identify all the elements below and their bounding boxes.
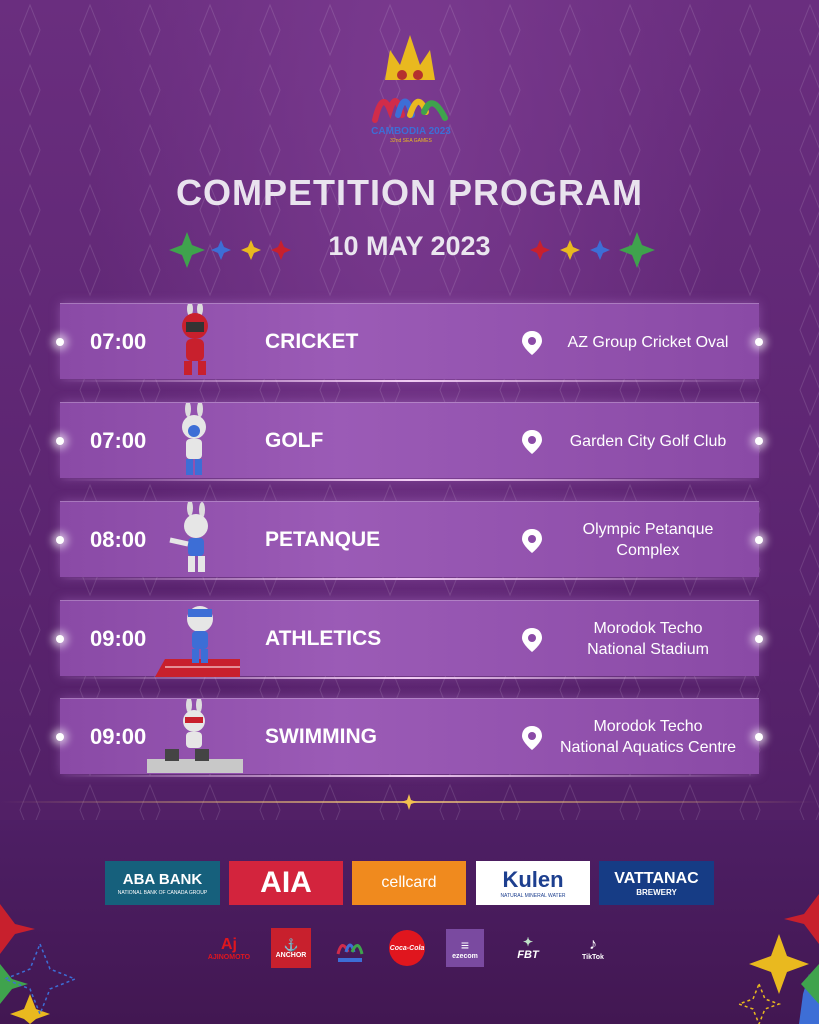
- sponsor-cocacola-logo: [389, 930, 425, 966]
- sponsor-cocacola-name: Coca-Cola: [389, 944, 425, 952]
- event-row-golf: [60, 402, 759, 478]
- sponsor-kulen-name: Kulen: [502, 867, 564, 892]
- divider-star-icon: [401, 794, 417, 810]
- rabbit-mascot-golf-icon: [160, 403, 230, 479]
- rabbit-mascot-swimming-icon: [145, 699, 245, 775]
- event-venue: AZ Group Cricket Oval: [567, 333, 729, 351]
- sponsor-kulen-logo: [476, 861, 590, 905]
- sponsor-aba-sub: NATIONAL BANK OF CANADA GROUP: [117, 889, 208, 896]
- sponsor-cellcard-name: cellcard: [381, 874, 437, 891]
- sponsor-anchor-name: ANCHOR: [275, 951, 307, 959]
- sponsor-sea-games-mini-logo-icon: [330, 928, 370, 968]
- sponsor-anchor-logo: [271, 928, 311, 968]
- event-sport: PETANQUE: [265, 528, 381, 551]
- event-time: 08:00: [90, 527, 147, 552]
- sponsor-ezecom-name: ezecom: [452, 952, 478, 960]
- sponsor-ezecom-logo: [446, 929, 484, 967]
- sponsor-aia-name: AIA: [260, 866, 312, 899]
- anchor-mark-icon: ⚓: [283, 937, 299, 952]
- sponsor-vattanac-sub: BREWERY: [636, 887, 677, 897]
- event-sport: CRICKET: [265, 330, 359, 353]
- rabbit-mascot-cricket-icon: [160, 304, 230, 380]
- row-glow-line: [60, 677, 759, 679]
- sponsor-fbt-logo: [505, 928, 551, 968]
- logo-subtitle: 32nd SEA GAMES: [390, 138, 432, 144]
- sponsor-aia-logo: [229, 861, 343, 905]
- event-sport: ATHLETICS: [265, 627, 382, 650]
- ezecom-mark-icon: ≡: [460, 936, 470, 953]
- sponsor-fbt-name: FBT: [517, 949, 539, 961]
- ajinomoto-mark-icon: Aj: [221, 935, 237, 953]
- event-venue: Olympic Petanque Complex: [582, 521, 714, 559]
- row-glow-line: [60, 578, 759, 580]
- rabbit-mascot-petanque-icon: [160, 502, 230, 578]
- event-sport: SWIMMING: [265, 725, 377, 748]
- event-sport: GOLF: [265, 429, 324, 452]
- event-time: 09:00: [90, 724, 147, 749]
- sponsor-cellcard-logo: [352, 861, 466, 905]
- sponsor-tiktok-name: TikTok: [582, 953, 604, 961]
- event-row-athletics: [60, 600, 759, 676]
- event-time: 07:00: [90, 329, 147, 354]
- row-glow-line: [60, 479, 759, 481]
- sponsor-ajinomoto-name: AJINOMOTO: [207, 953, 251, 961]
- corner-stars-right-icon: [689, 884, 819, 1024]
- corner-stars-left-icon: [0, 884, 130, 1024]
- event-row-petanque: [60, 501, 759, 577]
- logo-title: CAMBODIA 2023: [371, 126, 451, 137]
- event-date: 10 MAY 2023: [328, 231, 491, 261]
- tiktok-note-icon: ♪: [589, 935, 597, 953]
- page-title: COMPETITION PROGRAM: [176, 172, 643, 213]
- sponsor-ajinomoto-logo: [204, 928, 254, 968]
- event-venue: Garden City Golf Club: [569, 432, 727, 450]
- sponsor-aba-name: ABA BANK: [122, 870, 203, 888]
- sponsor-kulen-sub: NATURAL MINERAL WATER: [500, 893, 566, 899]
- sponsor-vattanac-name: VATTANAC: [614, 869, 699, 887]
- decorative-stars-right-icon: [525, 230, 660, 270]
- rabbit-mascot-athletics-icon: [140, 601, 240, 677]
- event-time: 07:00: [90, 428, 147, 453]
- sponsor-tiktok-logo: [570, 928, 616, 968]
- row-glow-line: [60, 380, 759, 382]
- event-venue: Morodok Techo National Aquatics Centre: [559, 718, 737, 756]
- event-time: 09:00: [90, 626, 147, 651]
- fbt-leaf-icon: ✦: [522, 935, 534, 949]
- row-glow-line: [60, 775, 759, 777]
- event-venue: Morodok Techo National Stadium: [587, 620, 709, 658]
- event-row-swimming: [60, 698, 759, 774]
- event-row-cricket: [60, 303, 759, 379]
